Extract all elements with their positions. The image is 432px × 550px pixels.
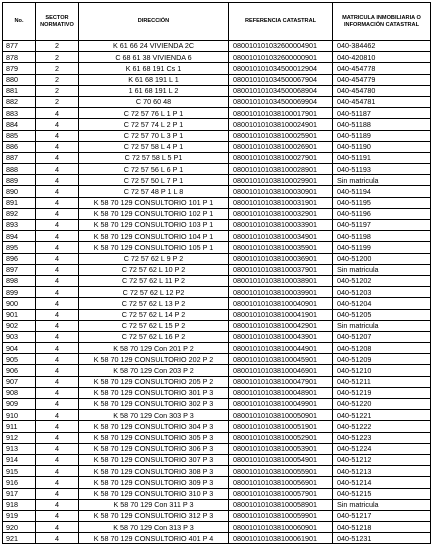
- cell-matricula: 040-454779: [333, 74, 431, 85]
- cell-no: 885: [3, 130, 36, 141]
- cell-direccion: C 72 57 70 L 3 P 1: [79, 130, 229, 141]
- cell-referencia: 080010101038100051901: [229, 421, 333, 432]
- table-row: [3, 85, 431, 96]
- cell-direccion: K 58 70 129 CONSULTORIO 302 P 3: [79, 399, 229, 410]
- cell-no: 909: [3, 399, 36, 410]
- cell-direccion: K 58 70 129 CONSULTORIO 103 P 1: [79, 220, 229, 231]
- cell-direccion: K 58 70 129 Con 311 P 3: [79, 499, 229, 510]
- cell-no: 879: [3, 63, 36, 74]
- cell-no: 895: [3, 242, 36, 253]
- cell-no: 898: [3, 275, 36, 286]
- table-row: [3, 63, 431, 74]
- cell-no: 900: [3, 298, 36, 309]
- table-row: [3, 410, 431, 421]
- cell-referencia: 080010101038100053901: [229, 443, 333, 454]
- table-row: [3, 432, 431, 443]
- cell-no: 897: [3, 264, 36, 275]
- cell-sector: 4: [36, 421, 79, 432]
- cell-direccion: K 58 70 129 CONSULTORIO 312 P 3: [79, 510, 229, 521]
- cell-sector: 2: [36, 52, 79, 63]
- cell-direccion: C 68 61 38 VIVIENDA 6: [79, 52, 229, 63]
- cell-direccion: K 58 70 129 CONSULTORIO 308 P 3: [79, 466, 229, 477]
- cell-sector: 4: [36, 376, 79, 387]
- table-row: [3, 287, 431, 298]
- table-row: [3, 421, 431, 432]
- table-row: [3, 376, 431, 387]
- cell-matricula: 040-51212: [333, 454, 431, 465]
- cell-matricula: 040-51195: [333, 197, 431, 208]
- cell-no: 890: [3, 186, 36, 197]
- cell-direccion: C 72 57 62 L 11 P 2: [79, 275, 229, 286]
- cell-matricula: 040-454781: [333, 96, 431, 107]
- cell-referencia: 080010101038100047901: [229, 376, 333, 387]
- cell-direccion: K 58 70 129 Con 313 P 3: [79, 522, 229, 533]
- cell-sector: 4: [36, 208, 79, 219]
- cell-matricula: 040-454778: [333, 63, 431, 74]
- cell-sector: 4: [36, 443, 79, 454]
- cell-direccion: K 58 70 129 CONSULTORIO 309 P 3: [79, 477, 229, 488]
- table-row: [3, 354, 431, 365]
- cell-referencia: 080010101038100060901: [229, 522, 333, 533]
- cell-no: 907: [3, 376, 36, 387]
- cell-no: 902: [3, 320, 36, 331]
- cell-direccion: K 58 70 129 CONSULTORIO 202 P 2: [79, 354, 229, 365]
- cell-no: 916: [3, 477, 36, 488]
- table-row: [3, 242, 431, 253]
- table-row: [3, 208, 431, 219]
- table-row: [3, 74, 431, 85]
- table-row: [3, 331, 431, 342]
- header-referencia: REFERENCIA CATASTRAL: [229, 3, 333, 41]
- cell-referencia: 080010101034500068904: [229, 85, 333, 96]
- table-row: [3, 108, 431, 119]
- cell-sector: 2: [36, 96, 79, 107]
- cell-sector: 4: [36, 186, 79, 197]
- cell-direccion: C 72 57 62 L 10 P 2: [79, 264, 229, 275]
- cell-referencia: 080010101038100025901: [229, 130, 333, 141]
- cell-no: 884: [3, 119, 36, 130]
- cell-no: 894: [3, 231, 36, 242]
- cell-matricula: 040-51221: [333, 410, 431, 421]
- cell-direccion: C 72 57 74 L 2 P 1: [79, 119, 229, 130]
- header-row: [3, 3, 431, 41]
- cell-sector: 2: [36, 85, 79, 96]
- cell-referencia: 080010101038100056901: [229, 477, 333, 488]
- cell-matricula: 040-51188: [333, 119, 431, 130]
- cell-sector: 4: [36, 253, 79, 264]
- cell-referencia: 080010101038100034901: [229, 231, 333, 242]
- cell-referencia: 080010101038100031901: [229, 197, 333, 208]
- cell-sector: 4: [36, 343, 79, 354]
- cell-matricula: 040-51224: [333, 443, 431, 454]
- table-row: [3, 164, 431, 175]
- cell-matricula: 040-51199: [333, 242, 431, 253]
- table-row: [3, 522, 431, 533]
- cell-sector: 4: [36, 331, 79, 342]
- cell-referencia: 080010101038100050901: [229, 410, 333, 421]
- cell-direccion: K 58 70 129 CONSULTORIO 401 P 4: [79, 533, 229, 544]
- cell-matricula: 040-51218: [333, 522, 431, 533]
- cell-matricula: 040-51209: [333, 354, 431, 365]
- table-row: [3, 275, 431, 286]
- cell-sector: 4: [36, 298, 79, 309]
- cell-referencia: 080010101038100044901: [229, 343, 333, 354]
- cell-no: 908: [3, 387, 36, 398]
- cell-matricula: 040-51207: [333, 331, 431, 342]
- table-body: [3, 41, 431, 544]
- cell-matricula: 040-51223: [333, 432, 431, 443]
- cell-no: 921: [3, 533, 36, 544]
- cell-referencia: 080010101034500069904: [229, 96, 333, 107]
- cell-sector: 4: [36, 320, 79, 331]
- cell-matricula: Sin matricula: [333, 499, 431, 510]
- cell-referencia: 080010101032600000901: [229, 52, 333, 63]
- cell-matricula: 040-51210: [333, 365, 431, 376]
- cell-no: 882: [3, 96, 36, 107]
- cell-referencia: 080010101038100054901: [229, 454, 333, 465]
- cell-direccion: C 70 60 48: [79, 96, 229, 107]
- cell-sector: 4: [36, 108, 79, 119]
- cell-no: 899: [3, 287, 36, 298]
- cell-matricula: 040-51189: [333, 130, 431, 141]
- cell-direccion: K 58 70 129 CONSULTORIO 101 P 1: [79, 197, 229, 208]
- cell-referencia: 080010101034500067904: [229, 74, 333, 85]
- cell-matricula: 040-51231: [333, 533, 431, 544]
- cell-no: 891: [3, 197, 36, 208]
- cell-no: 878: [3, 52, 36, 63]
- cell-direccion: C 72 57 62 L 16 P 2: [79, 331, 229, 342]
- cell-matricula: 040-51194: [333, 186, 431, 197]
- cell-sector: 4: [36, 533, 79, 544]
- cell-sector: 4: [36, 242, 79, 253]
- table-row: [3, 298, 431, 309]
- cell-referencia: 080010101038100029901: [229, 175, 333, 186]
- cell-direccion: C 72 57 58 L 4 P 1: [79, 141, 229, 152]
- cell-referencia: 080010101038100035901: [229, 242, 333, 253]
- cell-matricula: 040-51217: [333, 510, 431, 521]
- cell-referencia: 080010101038100038901: [229, 275, 333, 286]
- cell-matricula: 040-454780: [333, 85, 431, 96]
- cell-matricula: 040-51200: [333, 253, 431, 264]
- cell-matricula: 040-51203: [333, 287, 431, 298]
- cell-direccion: 1 61 68 191 L 2: [79, 85, 229, 96]
- cell-matricula: 040-51215: [333, 488, 431, 499]
- cell-sector: 2: [36, 74, 79, 85]
- cell-sector: 4: [36, 220, 79, 231]
- cell-sector: 4: [36, 477, 79, 488]
- cell-no: 886: [3, 141, 36, 152]
- cell-referencia: 080010101038100030901: [229, 186, 333, 197]
- cell-referencia: 080010101038100040901: [229, 298, 333, 309]
- table-row: [3, 197, 431, 208]
- cell-matricula: 040-51214: [333, 477, 431, 488]
- cell-referencia: 080010101038100059901: [229, 510, 333, 521]
- cell-sector: 2: [36, 63, 79, 74]
- cell-direccion: C 72 57 62 L 12 P2: [79, 287, 229, 298]
- cell-direccion: K 58 70 129 CONSULTORIO 305 P 3: [79, 432, 229, 443]
- cell-direccion: C 72 57 62 L 13 P 2: [79, 298, 229, 309]
- cell-matricula: Sin matricula: [333, 320, 431, 331]
- cell-referencia: 080010101038100052901: [229, 432, 333, 443]
- cell-direccion: K 61 68 191 Cs 1: [79, 63, 229, 74]
- cell-no: 904: [3, 343, 36, 354]
- cell-matricula: 040-51190: [333, 141, 431, 152]
- cell-referencia: 080010101038100058901: [229, 499, 333, 510]
- cell-no: 919: [3, 510, 36, 521]
- cell-no: 883: [3, 108, 36, 119]
- cell-no: 912: [3, 432, 36, 443]
- cell-no: 920: [3, 522, 36, 533]
- table-row: [3, 175, 431, 186]
- table-row: [3, 533, 431, 544]
- cell-referencia: 080010101038100017901: [229, 108, 333, 119]
- cell-referencia: 080010101038100045901: [229, 354, 333, 365]
- table-row: [3, 488, 431, 499]
- cell-referencia: 080010101038100037901: [229, 264, 333, 275]
- cell-direccion: C 72 57 62 L 15 P 2: [79, 320, 229, 331]
- cell-matricula: 040-51205: [333, 309, 431, 320]
- cell-no: 913: [3, 443, 36, 454]
- cell-matricula: 040-51198: [333, 231, 431, 242]
- cell-sector: 4: [36, 164, 79, 175]
- cell-no: 905: [3, 354, 36, 365]
- cell-no: 915: [3, 466, 36, 477]
- cell-referencia: 080010101038100028901: [229, 164, 333, 175]
- cell-sector: 4: [36, 231, 79, 242]
- table-row: [3, 477, 431, 488]
- cell-direccion: K 58 70 129 Con 203 P 2: [79, 365, 229, 376]
- table-row: [3, 231, 431, 242]
- cell-referencia: 080010101038100043901: [229, 331, 333, 342]
- cell-no: 888: [3, 164, 36, 175]
- table-row: [3, 387, 431, 398]
- cell-no: 887: [3, 152, 36, 163]
- cell-sector: 4: [36, 499, 79, 510]
- table-row: [3, 499, 431, 510]
- cell-sector: 4: [36, 432, 79, 443]
- cell-no: 911: [3, 421, 36, 432]
- table-row: [3, 510, 431, 521]
- cell-sector: 2: [36, 41, 79, 52]
- table-row: [3, 320, 431, 331]
- cell-sector: 4: [36, 387, 79, 398]
- cell-referencia: 080010101038100061901: [229, 533, 333, 544]
- cell-no: 901: [3, 309, 36, 320]
- cell-sector: 4: [36, 399, 79, 410]
- cell-direccion: K 61 68 191 L 1: [79, 74, 229, 85]
- cell-referencia: 080010101038100039901: [229, 287, 333, 298]
- table-row: [3, 343, 431, 354]
- cell-sector: 4: [36, 264, 79, 275]
- cell-referencia: 080010101038100024901: [229, 119, 333, 130]
- cell-direccion: C 72 57 62 L 9 P 2: [79, 253, 229, 264]
- cell-referencia: 080010101038100055901: [229, 466, 333, 477]
- cell-no: 896: [3, 253, 36, 264]
- cell-sector: 4: [36, 175, 79, 186]
- table-row: [3, 466, 431, 477]
- cell-no: 893: [3, 220, 36, 231]
- cell-matricula: 040-51208: [333, 343, 431, 354]
- table-row: [3, 130, 431, 141]
- cell-direccion: C 72 57 50 L 7 P 1: [79, 175, 229, 186]
- cell-no: 917: [3, 488, 36, 499]
- cell-direccion: K 58 70 129 CONSULTORIO 205 P 2: [79, 376, 229, 387]
- cell-referencia: 080010101038100041901: [229, 309, 333, 320]
- cell-referencia: 080010101038100027901: [229, 152, 333, 163]
- table-row: [3, 454, 431, 465]
- cell-matricula: 040-51197: [333, 220, 431, 231]
- cell-sector: 4: [36, 275, 79, 286]
- cell-no: 889: [3, 175, 36, 186]
- table-row: [3, 141, 431, 152]
- cell-sector: 4: [36, 287, 79, 298]
- table-row: [3, 443, 431, 454]
- cell-sector: 4: [36, 130, 79, 141]
- cell-direccion: K 58 70 129 CONSULTORIO 310 P 3: [79, 488, 229, 499]
- cell-matricula: 040-51211: [333, 376, 431, 387]
- cell-referencia: 080010101038100057901: [229, 488, 333, 499]
- cell-direccion: C 72 57 48 P 1 L 8: [79, 186, 229, 197]
- cell-direccion: K 58 70 129 CONSULTORIO 105 P 1: [79, 242, 229, 253]
- cell-referencia: 080010101032600004901: [229, 41, 333, 52]
- cell-sector: 4: [36, 410, 79, 421]
- cell-sector: 4: [36, 119, 79, 130]
- cell-matricula: 040-51193: [333, 164, 431, 175]
- table-row: [3, 119, 431, 130]
- cell-referencia: 080010101038100026901: [229, 141, 333, 152]
- cell-matricula: 040-384462: [333, 41, 431, 52]
- cell-direccion: K 58 70 129 CONSULTORIO 102 P 1: [79, 208, 229, 219]
- cell-sector: 4: [36, 365, 79, 376]
- cell-sector: 4: [36, 354, 79, 365]
- cell-no: 910: [3, 410, 36, 421]
- table-row: [3, 41, 431, 52]
- cell-no: 918: [3, 499, 36, 510]
- cell-sector: 4: [36, 522, 79, 533]
- cell-direccion: K 61 66 24 VIVIENDA 2C: [79, 41, 229, 52]
- cell-direccion: K 58 70 129 CONSULTORIO 301 P 3: [79, 387, 229, 398]
- cell-sector: 4: [36, 454, 79, 465]
- cell-matricula: 040-420810: [333, 52, 431, 63]
- table-row: [3, 309, 431, 320]
- cell-direccion: K 58 70 129 Con 303 P 3: [79, 410, 229, 421]
- cell-sector: 4: [36, 197, 79, 208]
- cell-no: 880: [3, 74, 36, 85]
- cell-referencia: 080010101038100032901: [229, 208, 333, 219]
- cell-no: 906: [3, 365, 36, 376]
- table-row: [3, 399, 431, 410]
- table-row: [3, 365, 431, 376]
- cell-direccion: K 58 70 129 CONSULTORIO 306 P 3: [79, 443, 229, 454]
- cell-matricula: 040-51219: [333, 387, 431, 398]
- cell-sector: 4: [36, 488, 79, 499]
- cell-matricula: 040-51202: [333, 275, 431, 286]
- cell-matricula: 040-51220: [333, 399, 431, 410]
- cell-referencia: 080010101034500012904: [229, 63, 333, 74]
- cell-matricula: 040-51204: [333, 298, 431, 309]
- cell-direccion: C 72 57 62 L 14 P 2: [79, 309, 229, 320]
- cell-matricula: 040-51191: [333, 152, 431, 163]
- cell-referencia: 080010101038100033901: [229, 220, 333, 231]
- cell-no: 914: [3, 454, 36, 465]
- cell-no: 877: [3, 41, 36, 52]
- cell-matricula: 040-51187: [333, 108, 431, 119]
- cell-matricula: 040-51196: [333, 208, 431, 219]
- header-sector: SECTOR NORMATIVO: [36, 3, 79, 41]
- cell-direccion: C 72 57 58 L 5 P1: [79, 152, 229, 163]
- cell-direccion: K 58 70 129 Con 201 P 2: [79, 343, 229, 354]
- cell-sector: 4: [36, 309, 79, 320]
- cell-direccion: K 58 70 129 CONSULTORIO 307 P 3: [79, 454, 229, 465]
- cell-direccion: C 72 57 56 L 6 P 1: [79, 164, 229, 175]
- cell-referencia: 080010101038100049901: [229, 399, 333, 410]
- cell-referencia: 080010101038100046901: [229, 365, 333, 376]
- cell-no: 881: [3, 85, 36, 96]
- cell-matricula: 040-51222: [333, 421, 431, 432]
- table-row: [3, 152, 431, 163]
- cell-sector: 4: [36, 510, 79, 521]
- cell-referencia: 080010101038100036901: [229, 253, 333, 264]
- cell-referencia: 080010101038100042901: [229, 320, 333, 331]
- cell-direccion: K 58 70 129 CONSULTORIO 304 P 3: [79, 421, 229, 432]
- header-direccion: DIRECCIÓN: [79, 3, 229, 41]
- catastral-table: [2, 2, 431, 544]
- cell-matricula: Sin matricula: [333, 264, 431, 275]
- table-row: [3, 186, 431, 197]
- table-row: [3, 96, 431, 107]
- cell-direccion: K 58 70 129 CONSULTORIO 104 P 1: [79, 231, 229, 242]
- table-row: [3, 264, 431, 275]
- cell-matricula: 040-51213: [333, 466, 431, 477]
- table-row: [3, 253, 431, 264]
- cell-sector: 4: [36, 466, 79, 477]
- table-row: [3, 220, 431, 231]
- header-no: No.: [3, 3, 36, 41]
- cell-direccion: C 72 57 76 L 1 P 1: [79, 108, 229, 119]
- table-row: [3, 52, 431, 63]
- header-matricula: MATRICULA INMOBILIARIA O INFORMACIÓN CATASTRAL: [333, 3, 431, 41]
- cell-no: 892: [3, 208, 36, 219]
- cell-referencia: 080010101038100048901: [229, 387, 333, 398]
- cell-sector: 4: [36, 152, 79, 163]
- cell-sector: 4: [36, 141, 79, 152]
- cell-matricula: Sin matricula: [333, 175, 431, 186]
- cell-no: 903: [3, 331, 36, 342]
